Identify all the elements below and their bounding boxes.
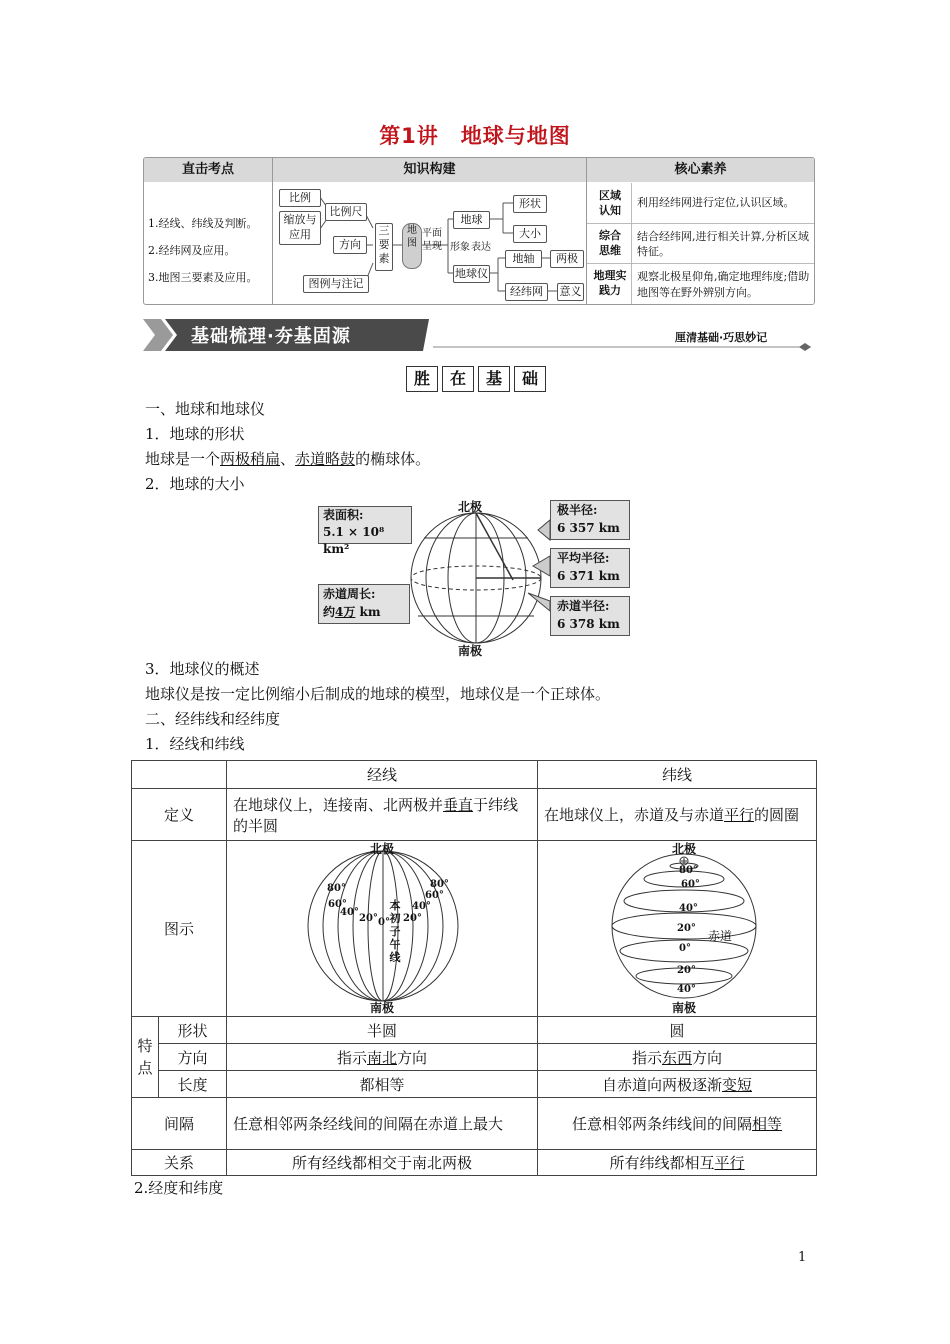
longitude-label: 20° (359, 913, 378, 924)
longitude-label: 80° (327, 883, 346, 894)
literacy-name: 综合思维 (599, 229, 621, 257)
node-xingxiang: 形象 (450, 242, 470, 253)
literacy-desc: 结合经纬网,进行相关计算,分析区域特征。 (637, 230, 809, 258)
longitude-label: 0° (378, 917, 390, 928)
literacy-list (587, 183, 814, 304)
banner-subtitle: 厘清基础·巧思妙记 (675, 331, 768, 344)
node-biaoda: 表达 (471, 242, 491, 253)
longitude-label: 20° (403, 913, 422, 924)
foundation-char: 胜 (406, 366, 438, 392)
paragraph-globe-model: 地球仪是按一定比例缩小后制成的地球的模型，地球仪是一个正球体。 (145, 685, 611, 703)
comparison-table (131, 760, 817, 1176)
row-label-figure: 图示 (132, 841, 227, 1017)
latitude-label: 0° (679, 943, 691, 954)
length-jing: 都相等 (227, 1071, 538, 1098)
node-sanyaosu: 三要素 (375, 223, 393, 271)
node-fangxiang: 方向 (333, 236, 367, 254)
row-label-spacing: 间隔 (132, 1098, 227, 1150)
meridian-globe (233, 841, 531, 1016)
spacing-wei: 任意相邻两条纬线间的间隔相等 (538, 1098, 817, 1150)
concept-map (273, 183, 586, 304)
node-suofang: 缩放与应用 (279, 211, 321, 245)
globe-size-figure (318, 498, 630, 658)
node-bilichi: 比例尺 (325, 203, 367, 221)
meridian-south-label: 南极 (370, 1001, 395, 1015)
row-label-shape: 形状 (159, 1017, 227, 1044)
literacy-name: 区域认知 (599, 189, 621, 217)
latitude-label: 40° (677, 984, 696, 995)
mean-radius-callout: 平均半径: 6 371 km (550, 548, 630, 588)
direction-jing: 指示南北方向 (227, 1044, 538, 1071)
page-title: 第1讲 地球与地图 (379, 124, 571, 148)
figure-parallels (538, 841, 817, 1017)
longitude-label: 40° (340, 907, 359, 918)
foundation-label (400, 366, 550, 392)
exam-points (148, 210, 272, 291)
node-bili: 比例 (279, 189, 321, 207)
longitude-label: 60° (328, 899, 347, 910)
col-header-jing: 经线 (227, 761, 538, 789)
foundation-char: 基 (478, 366, 510, 392)
relation-wei: 所有纬线都相互平行 (538, 1150, 817, 1176)
longitude-label: 60° (425, 890, 444, 901)
node-dizhou: 地轴 (505, 250, 542, 268)
heading-size: 2．地球的大小 (145, 475, 245, 493)
paragraph-shape: 地球是一个两极稍扁、赤道略鼓的椭球体。 (145, 450, 431, 468)
globe-north-label: 北极 (458, 500, 483, 514)
section-banner (143, 317, 815, 353)
node-diqiu: 地球 (453, 211, 490, 229)
node-yiyi: 意义 (557, 283, 584, 301)
globe-south-label: 南极 (458, 644, 483, 658)
latitude-label: 20° (677, 923, 696, 934)
polar-radius-callout: 极半径: 6 357 km (550, 500, 630, 540)
area-callout: 表面积: 5.1 × 10⁸ km² (318, 506, 412, 544)
shape-wei: 圆 (538, 1017, 817, 1044)
parallel-north-label: 北极 (672, 842, 697, 856)
node-jingweiwang: 经纬网 (505, 283, 548, 301)
page-number: 1 (798, 1250, 807, 1265)
node-ditu: 地图 (402, 223, 422, 269)
latitude-label: 20° (677, 965, 696, 976)
shape-jing: 半圆 (227, 1017, 538, 1044)
node-daxiao: 大小 (513, 225, 547, 243)
node-tuli: 图例与注记 (303, 275, 369, 293)
equatorial-radius-callout: 赤道半径: 6 378 km (550, 596, 630, 636)
circumference-callout: 赤道周长: 约4万 km (318, 584, 410, 624)
row-label-length: 长度 (159, 1071, 227, 1098)
heading-globe-model: 3．地球仪的概述 (145, 660, 260, 678)
length-wei: 自赤道向两极逐渐变短 (538, 1071, 817, 1098)
definition-wei: 在地球仪上，赤道及与赤道平行的圆圈 (538, 789, 817, 841)
literacy-desc: 观察北极星仰角,确定地理纬度;借助地图等在野外辨别方向。 (637, 270, 810, 299)
longitude-label: 40° (412, 901, 431, 912)
parallel-south-label: 南极 (672, 1001, 697, 1015)
equator-label: 赤道 (708, 929, 733, 943)
latitude-label: 60° (681, 879, 700, 890)
node-diqiuyi: 地球仪 (453, 265, 490, 283)
heading-lines: 1．经线和纬线 (145, 735, 245, 753)
heading-graticule: 二、经纬线和经纬度 (145, 710, 281, 728)
row-label-direction: 方向 (159, 1044, 227, 1071)
overview-box (143, 157, 815, 305)
heading-shape: 1．地球的形状 (145, 425, 245, 443)
literacy-name: 地理实践力 (593, 269, 627, 297)
banner-title: 基础梳理·夯基固源 (191, 326, 351, 347)
spacing-jing: 任意相邻两条经线间的间隔在赤道上最大 (227, 1098, 538, 1150)
heading-lonlat: 2.经度和纬度 (134, 1179, 224, 1197)
foundation-char: 础 (514, 366, 546, 392)
literacy-desc: 利用经纬网进行定位,认识区域。 (637, 196, 795, 209)
row-label-definition: 定义 (132, 789, 227, 841)
node-liangji: 两极 (550, 250, 584, 268)
latitude-label: 80° (679, 865, 698, 876)
relation-jing: 所有经线都相交于南北两极 (227, 1150, 538, 1176)
definition-jing: 在地球仪上，连接南、北两极并垂直于纬线的半圆 (227, 789, 538, 841)
overview-header-literacy: 核心素养 (587, 158, 814, 182)
latitude-label: 40° (679, 903, 698, 914)
node-pingmian: 平面呈现 (422, 228, 442, 252)
row-label-relation: 关系 (132, 1150, 227, 1176)
row-label-features: 特点 (132, 1017, 159, 1098)
prime-meridian-label: 本 初 子 午 线 (389, 899, 401, 964)
longitude-label: 80° (430, 879, 449, 890)
exam-point: 1.经线、纬线及判断。 (148, 217, 258, 230)
figure-meridians (227, 841, 538, 1017)
col-header-wei: 纬线 (538, 761, 817, 789)
overview-header-points: 直击考点 (144, 158, 272, 182)
exam-point: 3.地图三要素及应用。 (148, 271, 258, 284)
node-xingzhuang: 形状 (513, 195, 547, 213)
overview-header-map: 知识构建 (273, 158, 586, 182)
exam-point: 2.经纬网及应用。 (148, 244, 236, 257)
foundation-char: 在 (442, 366, 474, 392)
meridian-north-label: 北极 (370, 842, 395, 856)
heading-earth: 一、地球和地球仪 (145, 400, 266, 418)
direction-wei: 指示东西方向 (538, 1044, 817, 1071)
